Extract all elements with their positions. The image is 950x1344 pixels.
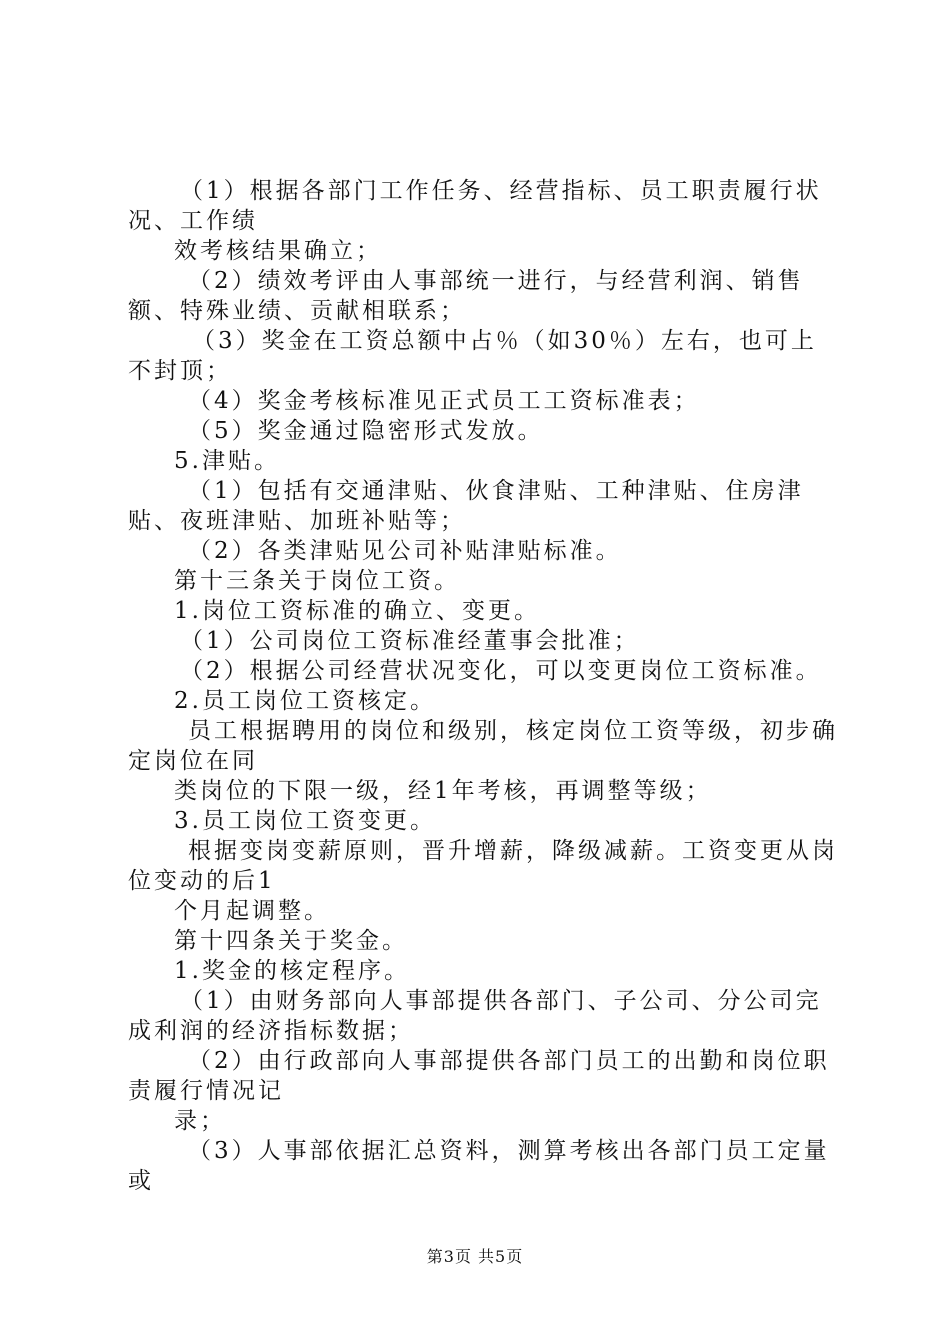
paragraph: 员工根据聘用的岗位和级别，核定岗位工资等级，初步确定岗位在同 (128, 718, 838, 774)
paragraph: （1）包括有交通津贴、伙食津贴、工种津贴、住房津贴、夜班津贴、加班补贴等； (128, 478, 804, 534)
paragraph: （2）由行政部向人事部提供各部门员工的出勤和岗位职责履行情况记 (128, 1048, 830, 1104)
paragraph: （5）奖金通过隐密形式发放。 (188, 418, 544, 444)
paragraph: （1）根据各部门工作任务、经营指标、员工职责履行状况、工作绩 (128, 178, 822, 234)
paragraph: 第十四条关于奖金。 (174, 928, 408, 954)
paragraph: 1.岗位工资标准的确立、变更。 (174, 598, 540, 624)
paragraph: 5.津贴。 (174, 448, 280, 474)
paragraph: （3）奖金在工资总额中占％（如30％）左右，也可上不封顶； (128, 328, 817, 384)
paragraph: 第十三条关于岗位工资。 (174, 568, 460, 594)
paragraph: 类岗位的下限一级，经1年考核，再调整等级； (174, 778, 712, 804)
page-footer: 第3页 共5页 (426, 1247, 524, 1266)
paragraph: （2）各类津贴见公司补贴津贴标准。 (188, 538, 622, 564)
document-body (128, 176, 838, 1196)
paragraph: （2）绩效考评由人事部统一进行，与经营利润、销售额、特殊业绩、贡献相联系； (128, 268, 804, 324)
paragraph: （1）公司岗位工资标准经董事会批准； (180, 628, 640, 654)
paragraph: 1.奖金的核定程序。 (174, 958, 410, 984)
paragraph: （4）奖金考核标准见正式员工工资标准表； (188, 388, 700, 414)
paragraph: 3.员工岗位工资变更。 (174, 808, 436, 834)
paragraph: 2.员工岗位工资核定。 (174, 688, 436, 714)
paragraph: （2）根据公司经营状况变化，可以变更岗位工资标准。 (180, 658, 822, 684)
paragraph: （1）由财务部向人事部提供各部门、子公司、分公司完成利润的经济指标数据； (128, 988, 822, 1044)
paragraph: 根据变岗变薪原则，晋升增薪，降级减薪。工资变更从岗位变动的后1 (128, 838, 838, 894)
paragraph: 个月起调整。 (174, 898, 330, 924)
paragraph: 效考核结果确立； (174, 238, 382, 264)
paragraph: 录； (174, 1108, 226, 1134)
paragraph: （3）人事部依据汇总资料，测算考核出各部门员工定量或 (128, 1138, 830, 1194)
